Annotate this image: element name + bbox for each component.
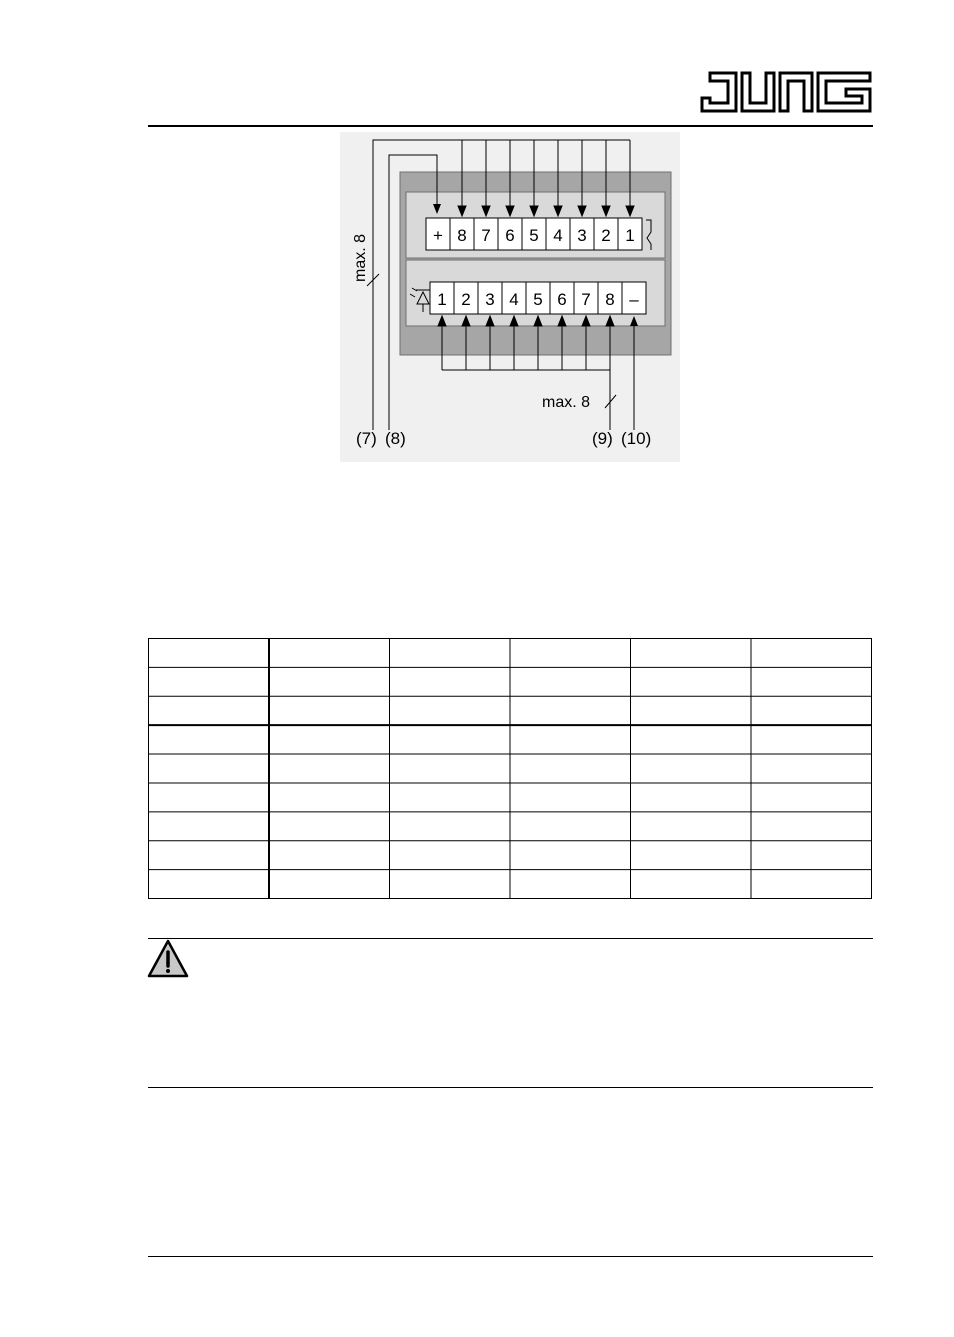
top-terminal-label: 6: [505, 226, 515, 245]
bottom-terminal-label: 7: [581, 290, 591, 309]
warning-top-rule: [148, 938, 873, 939]
bottom-terminal-label: 3: [485, 290, 495, 309]
jung-logo: [700, 70, 874, 114]
top-terminal-label: 3: [577, 226, 587, 245]
bottom-terminal-label: –: [629, 290, 639, 309]
header-rule: [148, 125, 873, 127]
callout-7: (7): [356, 429, 377, 448]
label-max-left: max. 8: [352, 233, 369, 282]
callout-8: (8): [385, 429, 406, 448]
top-terminal-label: 1: [625, 226, 635, 245]
callout-10: (10): [621, 429, 652, 448]
callout-9: (9): [592, 429, 613, 448]
bottom-terminal-label: 4: [509, 290, 519, 309]
wiring-diagram: [340, 132, 680, 462]
bottom-terminal-label: 6: [557, 290, 567, 309]
bottom-terminal-label: 5: [533, 290, 543, 309]
label-max-bottom: max. 8: [542, 394, 591, 411]
top-terminal-label: 2: [601, 226, 611, 245]
footer-rule: [148, 1256, 873, 1257]
top-terminal-label: +: [433, 226, 443, 245]
data-table: [148, 638, 872, 899]
warning-icon: [146, 938, 190, 980]
bottom-terminal-label: 1: [437, 290, 447, 309]
warning-bottom-rule: [148, 1087, 873, 1088]
bottom-terminal-label: 8: [605, 290, 615, 309]
top-terminal-label: 4: [553, 226, 563, 245]
bottom-terminal-label: 2: [461, 290, 471, 309]
top-terminal-label: 7: [481, 226, 491, 245]
top-terminal-label: 5: [529, 226, 539, 245]
top-terminal-label: 8: [457, 226, 467, 245]
